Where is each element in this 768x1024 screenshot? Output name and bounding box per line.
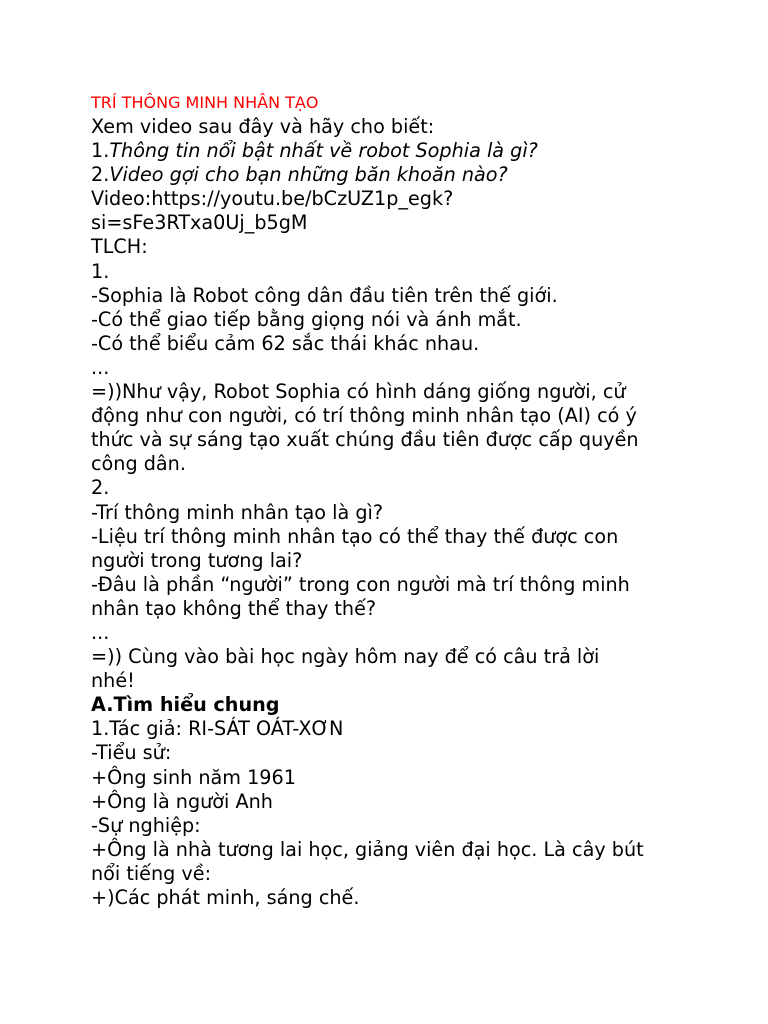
answer-1-item: -Sophia là Robot công dân đầu tiên trên thế giới.: [91, 283, 558, 307]
conclusion-1-line: động như con người, có trí thông minh nhân tạo (AI) có ý: [91, 404, 637, 428]
author-line: -Tiểu sử:: [91, 741, 172, 765]
author-line: +Ông sinh năm 1961: [91, 765, 296, 789]
question-2-text: Video gợi cho bạn những băn khoăn nào?: [109, 163, 508, 187]
answer-1-item: -Có thể giao tiếp bằng giọng nói và ánh mắt.: [91, 307, 522, 331]
ellipsis: ...: [91, 620, 110, 644]
answer-2-line: -Đâu là phần “người” trong con người mà trí thông minh: [91, 572, 630, 596]
document-title: TRÍ THÔNG MINH NHÂN TẠO: [91, 93, 319, 112]
tlch-label: TLCH:: [91, 235, 148, 259]
question-1-number: 1.: [91, 139, 110, 163]
author-line: -Sự nghiệp:: [91, 813, 201, 837]
conclusion-1-line: thức và sự sáng tạo xuất chúng đầu tiên được cấp quyền: [91, 428, 639, 452]
conclusion-2-line: =)) Cùng vào bài học ngày hôm nay để có câu trả lời: [91, 645, 600, 669]
conclusion-1-line: công dân.: [91, 452, 186, 476]
document-page: [91, 93, 731, 910]
answer-1-number: 1.: [91, 259, 110, 283]
answer-2-line: -Liệu trí thông minh nhân tạo có thể thay thế được con: [91, 524, 619, 548]
video-link-line-2: si=sFe3RTxa0Uj_b5gM: [91, 211, 308, 235]
video-link-line-1: Video:https://youtu.be/bCzUZ1p_egk?: [91, 187, 454, 211]
answer-2-line: nhân tạo không thể thay thế?: [91, 596, 377, 620]
author-line: +Ông là người Anh: [91, 789, 273, 813]
conclusion-1-line: =))Như vậy, Robot Sophia có hình dáng giống người, cử: [91, 380, 626, 404]
ellipsis: ...: [91, 355, 110, 379]
question-1: [91, 139, 731, 163]
answer-1-item: -Có thể biểu cảm 62 sắc thái khác nhau.: [91, 331, 480, 355]
conclusion-2-line: nhé!: [91, 669, 135, 693]
author-line: +Ông là nhà tương lai học, giảng viên đại học. Là cây bút: [91, 837, 644, 861]
question-1-text: Thông tin nổi bật nhất về robot Sophia là gì?: [109, 139, 538, 163]
section-heading: A.Tìm hiểu chung: [91, 693, 280, 717]
author-line: +)Các phát minh, sáng chế.: [91, 886, 360, 909]
author-line: nổi tiếng về:: [91, 861, 212, 885]
question-2-number: 2.: [91, 163, 110, 187]
document-body: [91, 115, 731, 910]
intro-line: Xem video sau đây và hãy cho biết:: [91, 115, 435, 138]
author-line: 1.Tác giả: RI-SÁT OÁT-XƠN: [91, 717, 344, 741]
answer-2-line: người trong tương lai?: [91, 548, 303, 572]
answer-2-line: -Trí thông minh nhân tạo là gì?: [91, 500, 384, 524]
answer-2-number: 2.: [91, 476, 110, 500]
question-2: [91, 163, 731, 187]
